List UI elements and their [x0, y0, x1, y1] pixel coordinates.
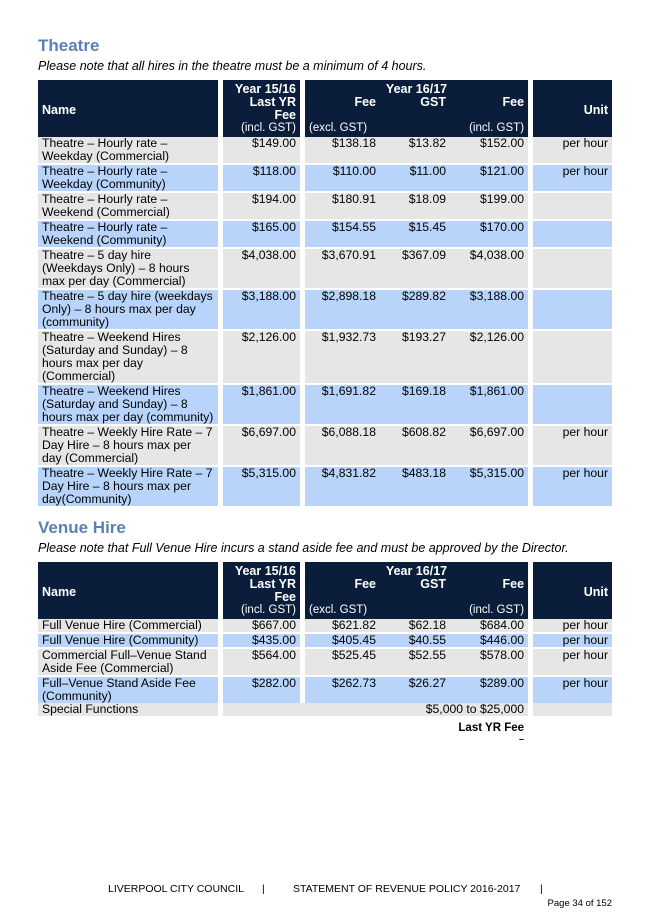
row-fee-incl-gst: $2,126.00	[450, 329, 528, 383]
row-unit	[533, 383, 612, 424]
col-gst-header: GST	[380, 578, 450, 604]
theatre-table-body	[38, 137, 612, 506]
row-last-yr-fee: $667.00	[223, 619, 300, 632]
row-name: Theatre – Hourly rate – Weekend (Community)	[38, 219, 218, 247]
col-name-header: Name	[38, 80, 218, 137]
row-unit	[533, 288, 612, 329]
footer-separator-2: |	[540, 883, 543, 895]
col-unit-header: Unit	[533, 562, 612, 619]
col-excl-gst-sub: (excl. GST)	[305, 122, 380, 137]
row-last-yr-fee: $4,038.00	[223, 247, 300, 288]
row-gst: $40.55	[380, 632, 450, 647]
footer-separator-1: |	[262, 883, 265, 895]
row-last-yr-fee: $118.00	[223, 163, 300, 191]
row-fee-excl-gst: $262.73	[305, 675, 380, 703]
row-fee-excl-gst: $405.45	[305, 632, 380, 647]
row-fee-excl-gst: $1,932.73	[305, 329, 380, 383]
row-name: Theatre – Hourly rate – Weekday (Community)	[38, 163, 218, 191]
row-name: Theatre – Hourly rate – Weekday (Commercial)	[38, 137, 218, 163]
col-incl-gst2-sub: (incl. GST)	[450, 604, 528, 619]
row-unit	[533, 329, 612, 383]
table-row	[38, 383, 612, 424]
col-fee-incl-header: Fee	[450, 578, 528, 604]
special-functions-name: Special Functions	[38, 703, 218, 716]
table-row	[38, 465, 612, 506]
row-fee-incl-gst: $289.00	[450, 675, 528, 703]
col-incl-gst-sub: (incl. GST)	[223, 604, 300, 619]
row-fee-incl-gst: $170.00	[450, 219, 528, 247]
col-gst-header: GST	[380, 96, 450, 122]
special-functions-range: $5,000 to $25,000	[223, 703, 528, 716]
row-unit	[533, 247, 612, 288]
row-fee-incl-gst: $684.00	[450, 619, 528, 632]
row-last-yr-fee: $435.00	[223, 632, 300, 647]
theatre-table-header	[38, 80, 612, 137]
row-name: Full Venue Hire (Community)	[38, 632, 218, 647]
row-name: Full Venue Hire (Commercial)	[38, 619, 218, 632]
row-unit: per hour	[533, 647, 612, 675]
col-year1-header: Year 15/16	[223, 562, 300, 578]
row-name: Theatre – Hourly rate – Weekend (Commercial)	[38, 191, 218, 219]
row-last-yr-fee: $564.00	[223, 647, 300, 675]
row-gst: $608.82	[380, 424, 450, 465]
col-excl-gst-sub: (excl. GST)	[305, 604, 380, 619]
row-name: Theatre – Weekly Hire Rate – 7 Day Hire – 8 hours max per day(Community)	[38, 465, 218, 506]
row-fee-incl-gst: $5,315.00	[450, 465, 528, 506]
row-unit: per hour	[533, 137, 612, 163]
row-name: Theatre – 5 day hire (weekdays Only) – 8 hours max per day (community)	[38, 288, 218, 329]
col-incl-gst2-sub: (incl. GST)	[450, 122, 528, 137]
row-gst: $289.82	[380, 288, 450, 329]
row-fee-incl-gst: $152.00	[450, 137, 528, 163]
footer-doc-title: STATEMENT OF REVENUE POLICY 2016-2017	[293, 883, 521, 895]
row-gst: $26.27	[380, 675, 450, 703]
row-unit: per hour	[533, 163, 612, 191]
row-gst: $18.09	[380, 191, 450, 219]
row-gst: $193.27	[380, 329, 450, 383]
row-unit: per hour	[533, 424, 612, 465]
row-last-yr-fee: $149.00	[223, 137, 300, 163]
table-row	[38, 219, 612, 247]
col-last-yr-fee-header: Last YR Fee	[223, 578, 300, 604]
col-fee-incl-header: Fee	[450, 96, 528, 122]
row-unit	[533, 219, 612, 247]
special-functions-body	[38, 703, 612, 744]
col-year1-header: Year 15/16	[223, 80, 300, 96]
row-last-yr-fee: $1,861.00	[223, 383, 300, 424]
row-last-yr-fee: $6,697.00	[223, 424, 300, 465]
col-unit-header: Unit	[533, 80, 612, 137]
row-gst: $169.18	[380, 383, 450, 424]
row-gst: $52.55	[380, 647, 450, 675]
row-fee-excl-gst: $3,670.91	[305, 247, 380, 288]
row-fee-excl-gst: $6,088.18	[305, 424, 380, 465]
table-row	[38, 632, 612, 647]
row-gst: $62.18	[380, 619, 450, 632]
col-fee-header: Fee	[305, 578, 380, 604]
row-unit: per hour	[533, 675, 612, 703]
row-fee-excl-gst: $180.91	[305, 191, 380, 219]
row-gst: $367.09	[380, 247, 450, 288]
theatre-note: Please note that all hires in the theatre must be a minimum of 4 hours.	[38, 59, 427, 73]
row-fee-incl-gst: $578.00	[450, 647, 528, 675]
venue-fee-table	[38, 562, 612, 744]
table-row	[38, 329, 612, 383]
col-year2-header: Year 16/17	[305, 80, 528, 96]
row-last-yr-fee: $2,126.00	[223, 329, 300, 383]
venue-heading: Venue Hire	[38, 518, 126, 537]
row-fee-excl-gst: $138.18	[305, 137, 380, 163]
row-fee-incl-gst: $1,861.00	[450, 383, 528, 424]
page-number: Page 34 of 152	[547, 898, 612, 909]
row-fee-excl-gst: $525.45	[305, 647, 380, 675]
row-fee-excl-gst: $2,898.18	[305, 288, 380, 329]
table-row	[38, 163, 612, 191]
row-unit: per hour	[533, 619, 612, 632]
theatre-fee-table	[38, 80, 612, 506]
table-row	[38, 191, 612, 219]
row-name: Theatre – Weekend Hires (Saturday and Sunday) – 8 hours max per day (community)	[38, 383, 218, 424]
venue-table-header	[38, 562, 612, 619]
row-gst: $11.00	[380, 163, 450, 191]
table-row	[38, 619, 612, 632]
col-fee-header: Fee	[305, 96, 380, 122]
special-last-yr-dash: –	[519, 734, 525, 744]
special-last-yr-label: Last YR Fee	[458, 722, 525, 734]
table-row	[38, 137, 612, 163]
row-fee-excl-gst: $110.00	[305, 163, 380, 191]
row-name: Theatre – Weekend Hires (Saturday and Sunday) – 8 hours max per day (Commercial)	[38, 329, 218, 383]
row-fee-incl-gst: $4,038.00	[450, 247, 528, 288]
col-name-header: Name	[38, 562, 218, 619]
row-unit	[533, 191, 612, 219]
special-functions-row	[38, 703, 612, 716]
row-fee-excl-gst: $4,831.82	[305, 465, 380, 506]
row-fee-excl-gst: $621.82	[305, 619, 380, 632]
theatre-heading: Theatre	[38, 36, 100, 55]
table-row	[38, 424, 612, 465]
col-incl-gst-sub: (incl. GST)	[223, 122, 300, 137]
row-last-yr-fee: $165.00	[223, 219, 300, 247]
venue-note: Please note that Full Venue Hire incurs a stand aside fee and must be approved by the Director.	[38, 541, 569, 555]
table-row	[38, 247, 612, 288]
special-functions-subrow	[38, 716, 612, 744]
footer-org: LIVERPOOL CITY COUNCIL	[108, 883, 244, 895]
row-fee-incl-gst: $199.00	[450, 191, 528, 219]
row-fee-excl-gst: $154.55	[305, 219, 380, 247]
row-name: Theatre – 5 day hire (Weekdays Only) – 8 hours max per day (Commercial)	[38, 247, 218, 288]
venue-table-body	[38, 619, 612, 703]
row-unit: per hour	[533, 465, 612, 506]
table-row	[38, 647, 612, 675]
row-last-yr-fee: $3,188.00	[223, 288, 300, 329]
row-gst: $483.18	[380, 465, 450, 506]
row-name: Full–Venue Stand Aside Fee (Community)	[38, 675, 218, 703]
row-fee-incl-gst: $6,697.00	[450, 424, 528, 465]
col-last-yr-fee-header: Last YR Fee	[223, 96, 300, 122]
row-last-yr-fee: $194.00	[223, 191, 300, 219]
row-gst: $15.45	[380, 219, 450, 247]
row-last-yr-fee: $282.00	[223, 675, 300, 703]
row-fee-excl-gst: $1,691.82	[305, 383, 380, 424]
table-row	[38, 288, 612, 329]
row-unit: per hour	[533, 632, 612, 647]
row-fee-incl-gst: $3,188.00	[450, 288, 528, 329]
table-row	[38, 675, 612, 703]
row-last-yr-fee: $5,315.00	[223, 465, 300, 506]
col-year2-header: Year 16/17	[305, 562, 528, 578]
row-name: Commercial Full–Venue Stand Aside Fee (Commercial)	[38, 647, 218, 675]
row-name: Theatre – Weekly Hire Rate – 7 Day Hire – 8 hours max per day (Commercial)	[38, 424, 218, 465]
row-fee-incl-gst: $446.00	[450, 632, 528, 647]
row-gst: $13.82	[380, 137, 450, 163]
row-fee-incl-gst: $121.00	[450, 163, 528, 191]
